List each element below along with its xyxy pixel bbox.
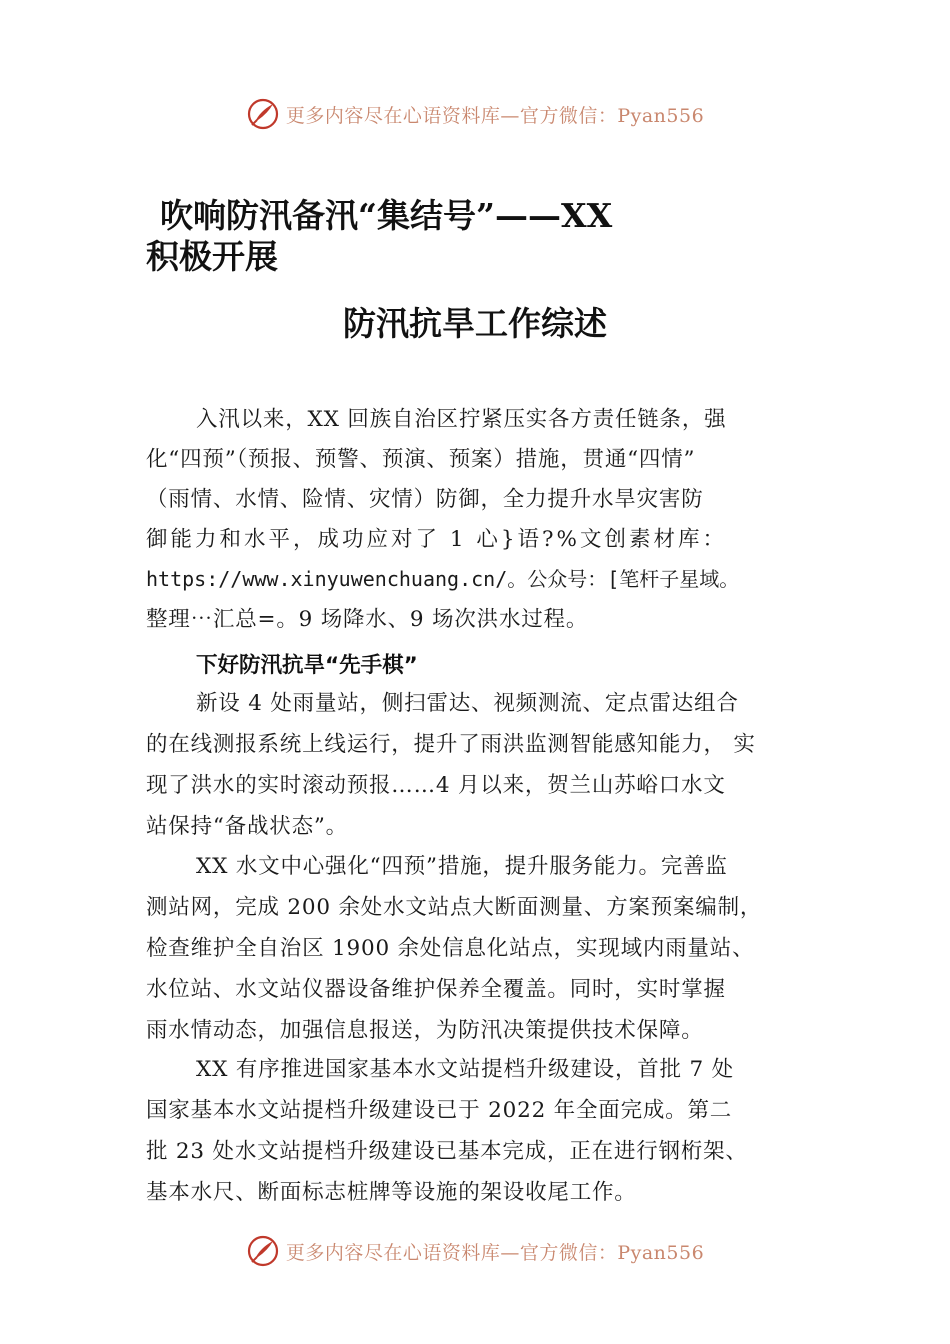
page-title-line-1: 吹响防汛备汛“集结号”——XX <box>160 196 613 235</box>
paragraph-line-url: https://www.xinyuwenchuang.cn/。公众号：[笔杆子星域。 <box>146 567 740 591</box>
paragraph-line: 雨水情动态，加强信息报送，为防汛决策提供技术保障。 <box>146 1018 704 1043</box>
paragraph-line: 的在线测报系统上线运行，提升了雨洪监测智能感知能力， 实 <box>146 732 756 757</box>
page-title-line-2: 积极开展 <box>146 237 278 276</box>
banner-text: 更多内容尽在心语资料库—官方微信：Pyan556 <box>285 1241 705 1264</box>
banner-text: 更多内容尽在心语资料库—官方微信：Pyan556 <box>285 104 705 127</box>
section-heading: 下好防汛抗旱“先手棋” <box>196 653 418 678</box>
paragraph-line: 御能力和水平，成功应对了 1 心}语?%文创素材库： <box>146 527 727 552</box>
paragraph-line: （雨情、水情、险情、灾情）防御，全力提升水旱灾害防 <box>146 487 704 512</box>
page-subtitle: 防汛抗旱工作综述 <box>343 304 607 343</box>
paragraph-line: 站保持“备战状态”。 <box>146 814 348 839</box>
footer-banner <box>0 1231 950 1271</box>
quill-pen-logo-icon <box>246 1234 280 1268</box>
paragraph-line: 测站网，完成 200 余处水文站点大断面测量、方案预案编制， <box>146 895 763 920</box>
paragraph-line: 批 23 处水文站提档升级建设已基本完成，正在进行钢桁架、 <box>146 1139 748 1164</box>
paragraph-line: XX 水文中心强化“四预”措施，提升服务能力。完善监 <box>196 854 728 879</box>
paragraph-line: 基本水尺、断面标志桩牌等设施的架设收尾工作。 <box>146 1180 637 1205</box>
header-banner <box>0 94 950 134</box>
paragraph-line: 入汛以来，XX 回族自治区拧紧压实各方责任链条，强 <box>196 407 727 432</box>
paragraph-line: 化“四预”（预报、预警、预演、预案）措施，贯通“四情” <box>146 447 696 472</box>
paragraph-line: 新设 4 处雨量站，侧扫雷达、视频测流、定点雷达组合 <box>196 691 739 716</box>
paragraph-line: 现了洪水的实时滚动预报……4 月以来，贺兰山苏峪口水文 <box>146 773 726 798</box>
quill-pen-logo-icon <box>246 97 280 131</box>
paragraph-line: 检查维护全自治区 1900 余处信息化站点，实现域内雨量站、 <box>146 936 755 961</box>
paragraph-line: XX 有序推进国家基本水文站提档升级建设，首批 7 处 <box>196 1057 734 1082</box>
paragraph-line: 整理⋯汇总=。9 场降水、9 场次洪水过程。 <box>146 607 589 632</box>
paragraph-line: 水位站、水文站仪器设备维护保养全覆盖。同时，实时掌握 <box>146 977 726 1002</box>
paragraph-line: 国家基本水文站提档升级建设已于 2022 年全面完成。第二 <box>146 1098 733 1123</box>
